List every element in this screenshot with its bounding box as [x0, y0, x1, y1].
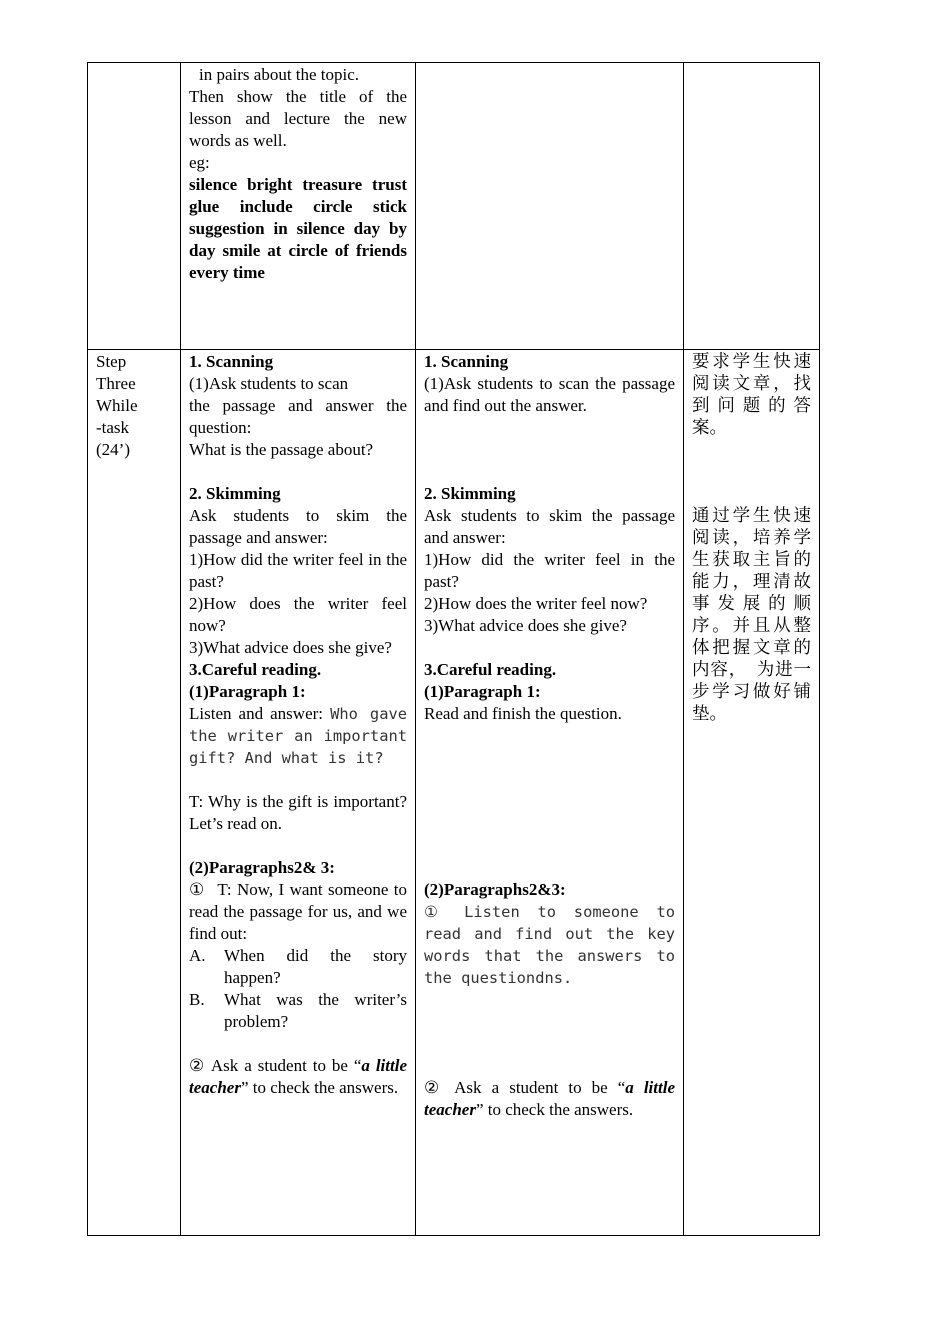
paragraphs23-heading: (2)Paragraphs2&3: — [424, 880, 566, 899]
paragraph1-task: Read and finish the question. — [424, 704, 622, 723]
paragraph1-heading: (1)Paragraph 1: — [424, 682, 541, 701]
list-label: A. — [189, 946, 206, 965]
paragraph1-lead: Listen and answer: — [189, 704, 331, 723]
skimming-instruction: Ask students to skim the passage and answer: — [424, 506, 675, 547]
circled-number-1: ① — [424, 903, 447, 921]
list-text: When did the story happen? — [224, 946, 407, 987]
paragraphs23-text: T: Now, I want someone to read the passage for us, and we find out: — [189, 880, 407, 943]
circled-number-2: ② — [189, 1056, 206, 1075]
circled-number-1: ① — [189, 880, 206, 899]
student-activity-cell — [416, 350, 684, 1236]
intro-first-line: in pairs about the topic. — [199, 65, 360, 84]
circled-number-2: ② — [424, 1078, 446, 1097]
scanning-heading: 1. Scanning — [424, 352, 509, 371]
example-label: eg: — [189, 153, 210, 172]
skimming-question: 1)How did the writer feel in the past? — [424, 550, 675, 591]
new-words-list: silence bright treasure trust glue include circle stick suggestion in silence day by day smile at circle of friends every time — [189, 175, 407, 282]
paragraphs23-text: Listen to someone to read and find out the key words that the answers to the questiondns. — [424, 903, 675, 987]
list-item — [189, 989, 407, 1033]
little-teacher-pre: Ask a student to be “ — [205, 1056, 362, 1075]
step-line: While — [96, 396, 138, 415]
intro-text: Then show the title of the lesson and lecture the new words as well. — [189, 87, 407, 150]
scanning-instruction: (1)Ask students to scan the passage and find out the answer. — [424, 374, 675, 415]
purpose-cell — [684, 350, 820, 1236]
scanning-instruction: the passage and answer the question: — [189, 396, 407, 437]
lesson-plan-table — [87, 62, 820, 1236]
table-row — [88, 63, 820, 350]
step-line: -task — [96, 418, 130, 437]
purpose-scanning: 要求学生快速阅读文章，找到问题的答案。 — [692, 352, 811, 438]
list-text: What was the writer’s problem? — [224, 990, 407, 1031]
paragraphs23-heading: (2)Paragraphs2& 3: — [189, 858, 335, 877]
paragraphs23-task — [189, 879, 407, 945]
scanning-question: What is the passage about? — [189, 440, 374, 459]
little-teacher-post: ” to check the answers. — [240, 1078, 399, 1097]
teacher-prompt: T: Why is the gift is important? Let’s read on. — [189, 792, 407, 833]
table-row — [88, 350, 820, 1236]
skimming-heading: 2. Skimming — [424, 484, 516, 503]
step-line: Step — [96, 352, 127, 371]
teacher-activity-cell — [181, 350, 416, 1236]
teacher-activity-cell — [181, 63, 416, 350]
little-teacher-emphasis: a little teacher — [189, 1056, 407, 1097]
purpose-skimming: 通过学生快速阅读，培养学生获取主旨的能力，理清故事发展的顺序。并且从整体把握文章的内容， 为进一步学习做好铺垫。 — [692, 506, 811, 724]
skimming-question: 3)What advice does she give? — [424, 616, 627, 635]
skimming-instruction: Ask students to skim the passage and answer: — [189, 506, 407, 547]
scanning-heading: 1. Scanning — [189, 352, 274, 371]
skimming-question: 2)How does the writer feel now? — [189, 594, 407, 635]
list-item — [189, 945, 407, 989]
student-activity-cell-empty — [416, 63, 684, 350]
scanning-instruction: (1)Ask students to scan — [189, 374, 349, 393]
little-teacher-task — [189, 1055, 407, 1099]
step-cell-empty — [88, 63, 181, 350]
skimming-question: 3)What advice does she give? — [189, 638, 392, 657]
skimming-question: 2)How does the writer feel now? — [424, 594, 648, 613]
little-teacher-emphasis: a little teacher — [424, 1078, 675, 1119]
little-teacher-task — [424, 1077, 675, 1121]
skimming-question: 1)How did the writer feel in the past? — [189, 550, 407, 591]
little-teacher-pre: Ask a student to be “ — [445, 1078, 626, 1097]
paragraph1-task — [189, 703, 407, 769]
paragraph1-question: Who gave the writer an important gift? And what is it? — [189, 705, 407, 767]
step-duration: (24’) — [96, 440, 130, 459]
careful-reading-heading: 3.Careful reading. — [424, 660, 557, 679]
list-label: B. — [189, 990, 205, 1009]
paragraphs23-task — [424, 901, 675, 989]
paragraph1-heading: (1)Paragraph 1: — [189, 682, 306, 701]
purpose-cell-empty — [684, 63, 820, 350]
step-cell — [88, 350, 181, 1236]
careful-reading-heading: 3.Careful reading. — [189, 660, 322, 679]
skimming-heading: 2. Skimming — [189, 484, 281, 503]
little-teacher-post: ” to check the answers. — [475, 1100, 634, 1119]
step-line: Three — [96, 374, 136, 393]
